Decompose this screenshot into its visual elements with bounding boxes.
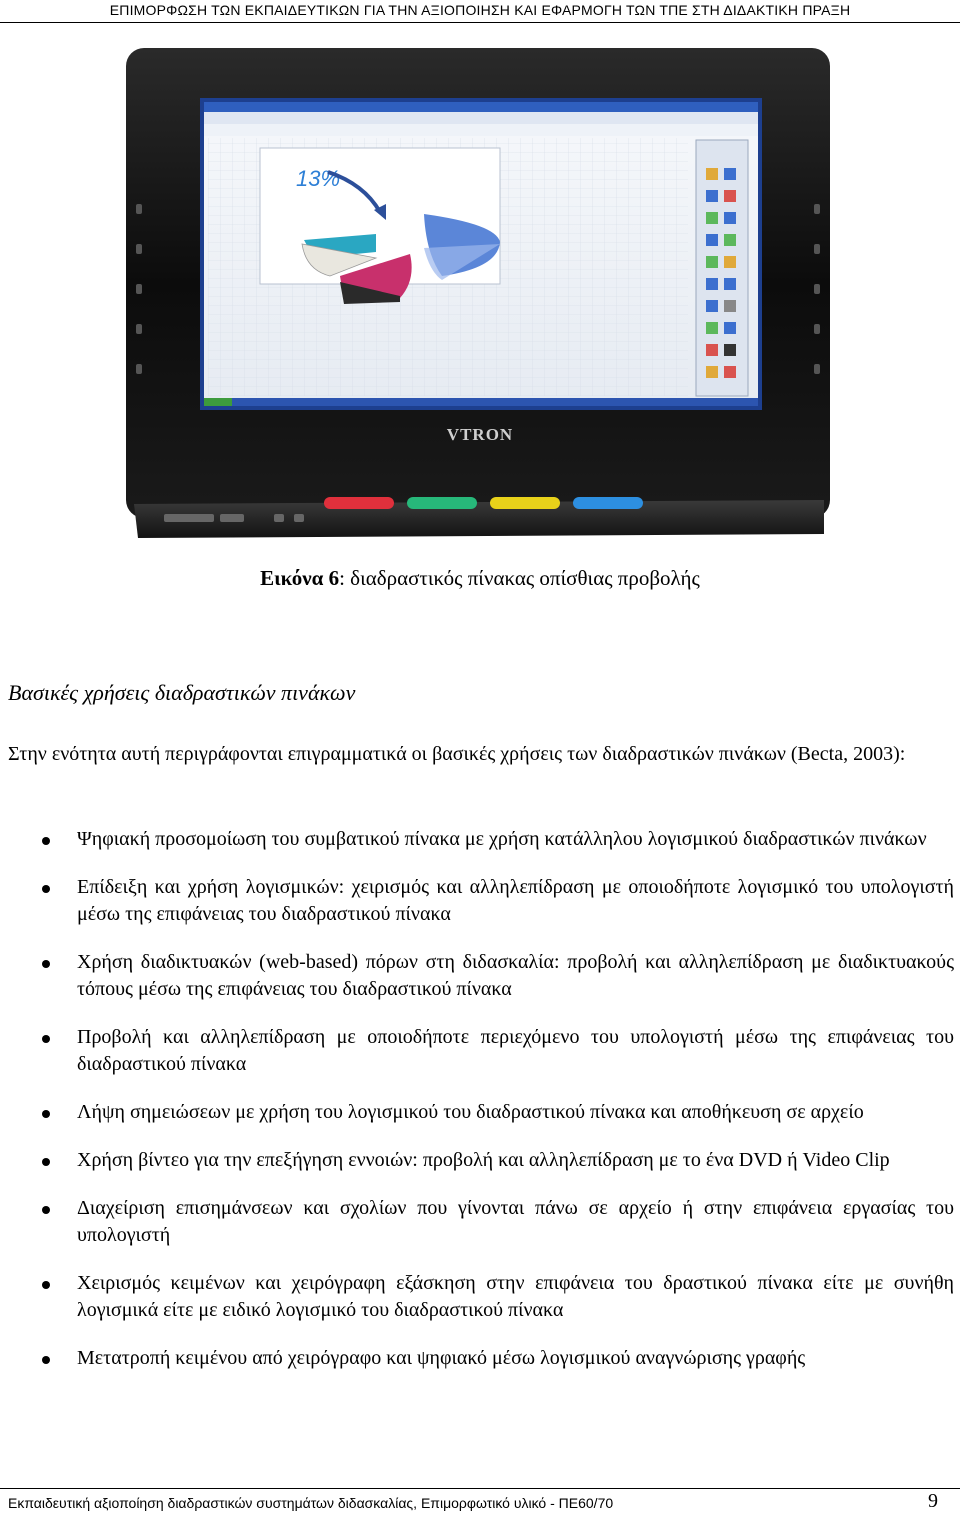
figure-caption-text: : διαδραστικός πίνακας οπίσθιας προβολής [339,566,700,590]
running-header [0,0,960,23]
list-item-text: Χρήση διαδικτυακών (web-based) πόρων στη διδασκαλία: προβολή και αλληλεπίδραση με διαδικτυακούς τόπους μέσω της επιφάνειας του διαδραστικού πίνακα [77,951,954,1000]
bullet-icon [42,885,50,893]
bullet-icon [42,1281,50,1289]
list-item-text: Ψηφιακή προσομοίωση του συμβατικού πίνακα με χρήση κατάλληλου λογισμικού διαδραστικών πινάκων [77,828,927,850]
bullet-icon [42,1158,50,1166]
list-item [0,1147,960,1174]
list-item-text: Προβολή και αλληλεπίδραση με οποιοδήποτε περιεχόμενο του υπολογιστή μέσω της επιφάνειας του διαδραστικού πίνακα [77,1026,954,1075]
list-item [0,826,960,853]
marker-yellow [490,497,560,509]
list-item-text: Επίδειξη και χρήση λογισμικών: χειρισμός και αλληλεπίδραση με οποιοδήποτε λογισμικό του υπολογιστή μέσω της επιφάνειας του διαδραστικού πίνακα [77,876,954,925]
page-footer [0,1488,960,1517]
bullet-icon [42,1356,50,1364]
footer-text: Εκπαιδευτική αξιοποίηση διαδραστικών συστημάτων διδασκαλίας, Επιμορφωτικό υλικό - ΠΕ60/70 [8,1495,614,1511]
list-item [0,949,960,1003]
tray-buttons [164,514,304,522]
list-item [0,1099,960,1126]
bullet-icon [42,960,50,968]
page-number: 9 [928,1490,938,1512]
figure-caption [0,566,960,591]
list-item [0,1270,960,1324]
list-item [0,1195,960,1249]
brand-logo: VTRON [446,425,514,444]
running-header-text: ΕΠΙΜΟΡΦΩΣΗ ΤΩΝ ΕΚΠΑΙΔΕΥΤΙΚΩΝ ΓΙΑ ΤΗΝ ΑΞΙΟΠΟΙΗΣΗ ΚΑΙ ΕΦΑΡΜΟΓΗ ΤΩΝ ΤΠΕ ΣΤΗ ΔΙΔΑΚΤΙΚΗ ΠΡΑΞΗ [109,2,851,18]
list-item [0,1024,960,1078]
whiteboard-illustration [124,44,836,544]
intro-paragraph: Στην ενότητα αυτή περιγράφονται επιγραμματικά οι βασικές χρήσεις των διαδραστικών πινάκων (Becta, 2003): [8,743,906,765]
marker-green [407,497,477,509]
figure-caption-label: Εικόνα 6 [260,566,340,590]
list-item-text: Λήψη σημειώσεων με χρήση του λογισμικού του διαδραστικού πίνακα και αποθήκευση σε αρχείο [77,1101,864,1123]
list-item-text: Μετατροπή κειμένου από χειρόγραφο και ψηφιακό μέσω λογισμικού αναγνώρισης γραφής [77,1347,806,1369]
tool-palette [696,140,748,396]
list-item-text: Διαχείριση επισημάνσεων και σχολίων που γίνονται πάνω σε αρχείο ή στην επιφάνεια εργασίας του υπολογιστή [77,1197,954,1246]
list-item [0,1345,960,1372]
usage-list [0,826,960,1393]
chart-percent-label: 13% [296,166,341,191]
whiteboard-photo [124,44,836,544]
bullet-icon [42,1110,50,1118]
bullet-icon [42,1206,50,1214]
bullet-icon [42,837,50,845]
list-item [0,874,960,928]
marker-blue [573,497,643,509]
bullet-icon [42,1035,50,1043]
section-title: Βασικές χρήσεις διαδραστικών πινάκων [8,680,356,705]
marker-red [324,497,394,509]
list-item-text: Χρήση βίντεο για την επεξήγηση εννοιών: προβολή και αλληλεπίδραση με το ένα DVD ή Video Clip [77,1149,890,1171]
list-item-text: Χειρισμός κειμένων και χειρόγραφη εξάσκηση στην επιφάνεια του δραστικού πίνακα είτε με συνήθη λογισμικά είτε με ειδικό λογισμικό του διαδραστικού πίνακα [77,1272,954,1321]
